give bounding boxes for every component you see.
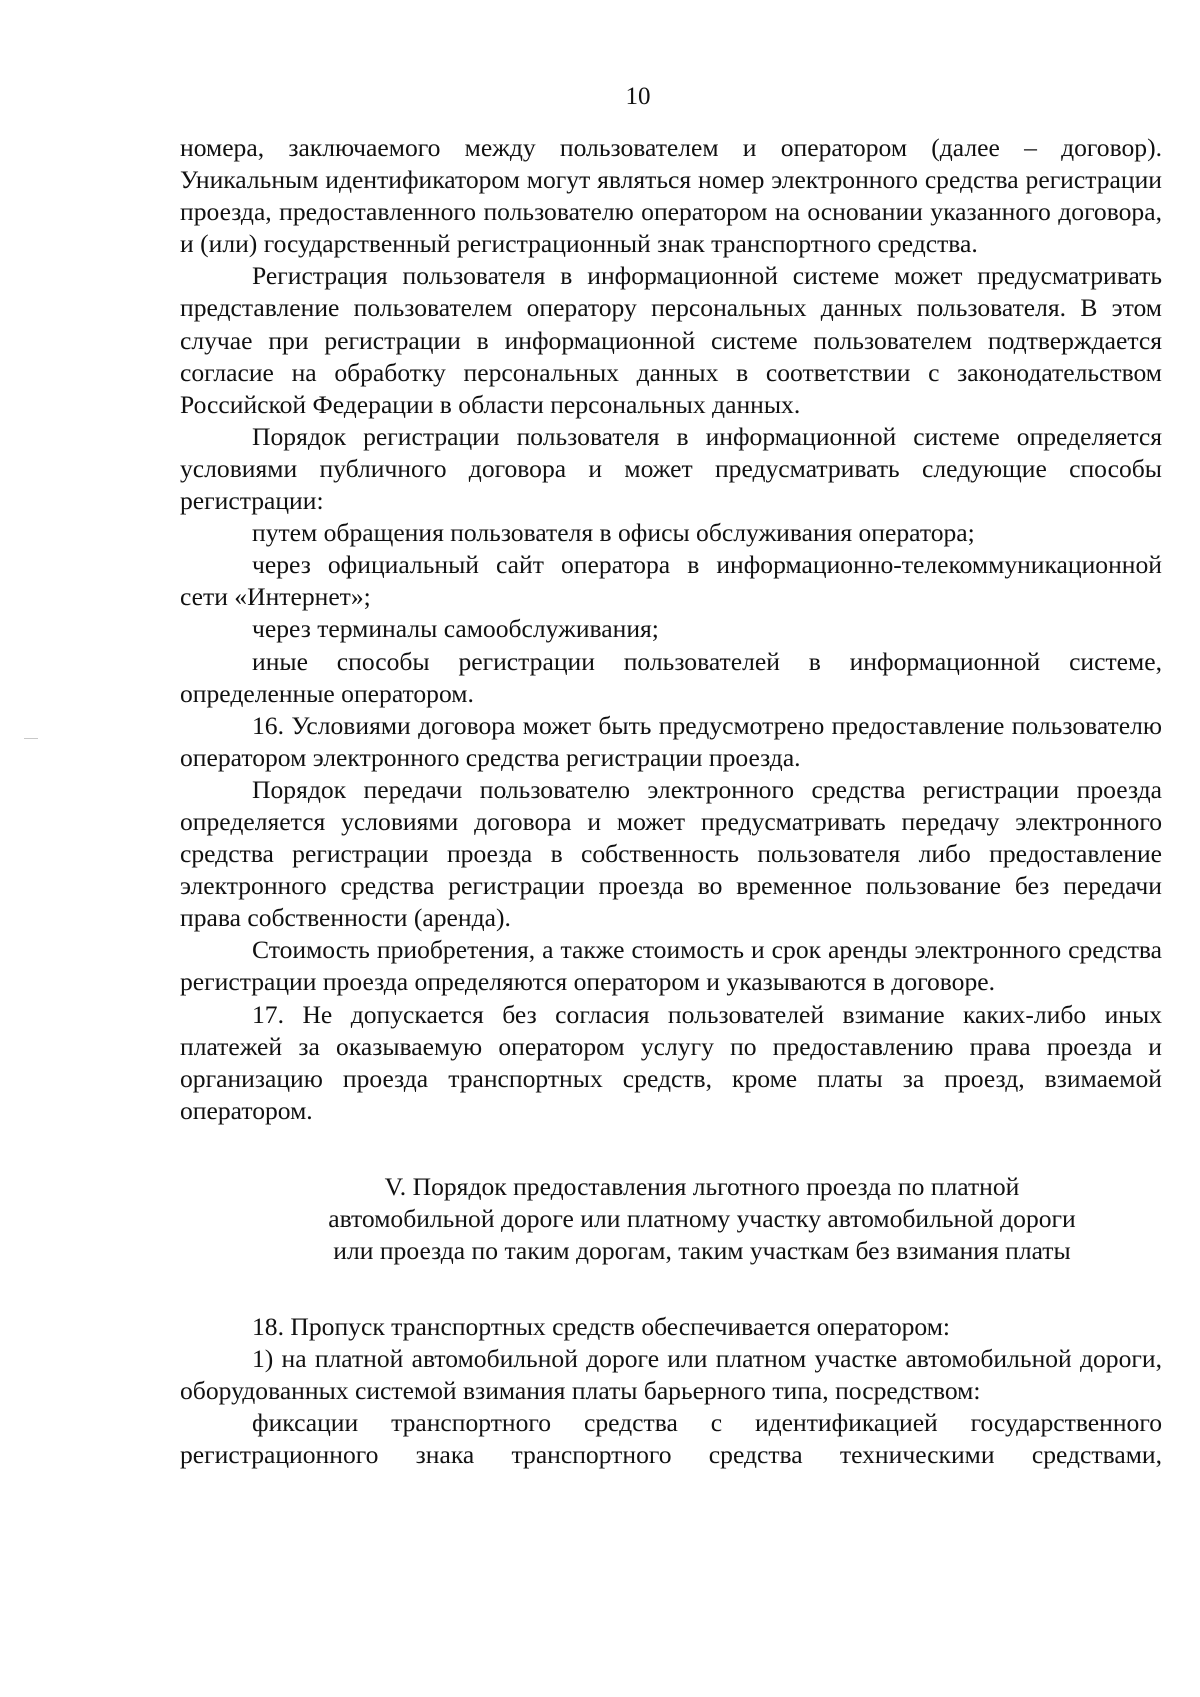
paragraph-vehicle-fixation: фиксации транспортного средства с идентификацией государственного регистрационного знака транспортного средства техническими средствами, <box>180 1408 1162 1470</box>
paragraph-registration-procedure: Порядок регистрации пользователя в информационной системе определяется условиями публичного договора и может предусматривать следующие способы регистрации: <box>180 421 1162 516</box>
section-heading-line-2: автомобильной дороге или платному участку автомобильной дороги <box>328 1203 1076 1233</box>
clause-18: 18. Пропуск транспортных средств обеспечивается оператором: <box>252 1311 951 1341</box>
clause-16: 16. Условиями договора может быть предусмотрено предоставление пользователю оператором электронного средства регистрации проезда. <box>180 710 1162 772</box>
paragraph-device-transfer: Порядок передачи пользователю электронного средства регистрации проезда определяется условиями договора и может предусматривать передачу электронного средства регистрации проезда в собственность пользователя либо предоставление электронного средства регистрации проезда во временное пользование без передачи права собственности (аренда). <box>180 774 1162 933</box>
paragraph-user-identifier: номера, заключаемого между пользователем и оператором (далее – договор). Уникальным идентификатором могут являться номер электронного средства регистрации проезда, предоставленного пользователю оператором на основании указанного договора, и (или) государственный регистрационный знак транспортного средства. <box>180 133 1162 259</box>
clause-17: 17. Не допускается без согласия пользователей взимание каких-либо иных платежей за оказываемую оператором услугу по предоставлению права проезда и организацию проезда транспортных средств, кроме платы за проезд, взимаемой оператором. <box>180 999 1162 1125</box>
clause-18-item-1: 1) на платной автомобильной дороге или платном участке автомобильной дороги, оборудованных системой взимания платы барьерного типа, посредством: <box>180 1344 1162 1406</box>
section-heading-line-3: или проезда по таким дорогам, таким участкам без взимания платы <box>333 1235 1071 1265</box>
list-item-website: через официальный сайт оператора в информационно-телекоммуникационной сети «Интернет»; <box>180 550 1162 612</box>
scan-margin-mark <box>24 738 38 739</box>
paragraph-registration-personal-data: Регистрация пользователя в информационной системе может предусматривать представление пользователем оператору персональных данных пользователя. В этом случае при регистрации в информационной системе пользователем подтверждается согласие на обработку персональных данных в соответствии с законодательством Российской Федерации в области персональных данных. <box>180 261 1162 419</box>
paragraph-device-cost: Стоимость приобретения, а также стоимость и срок аренды электронного средства регистрации проезда определяются оператором и указываются в договоре. <box>180 935 1162 997</box>
list-item-terminals: через терминалы самообслуживания; <box>252 614 659 644</box>
list-item-office: путем обращения пользователя в офисы обслуживания оператора; <box>252 518 975 548</box>
list-item-other-methods: иные способы регистрации пользователей в информационной системе, определенные оператором. <box>180 646 1162 708</box>
document-body <box>180 132 1162 1471</box>
page-number: 10 <box>625 83 651 110</box>
section-heading <box>180 1171 1162 1267</box>
section-heading-line-1: V. Порядок предоставления льготного проезда по платной <box>384 1171 1020 1201</box>
